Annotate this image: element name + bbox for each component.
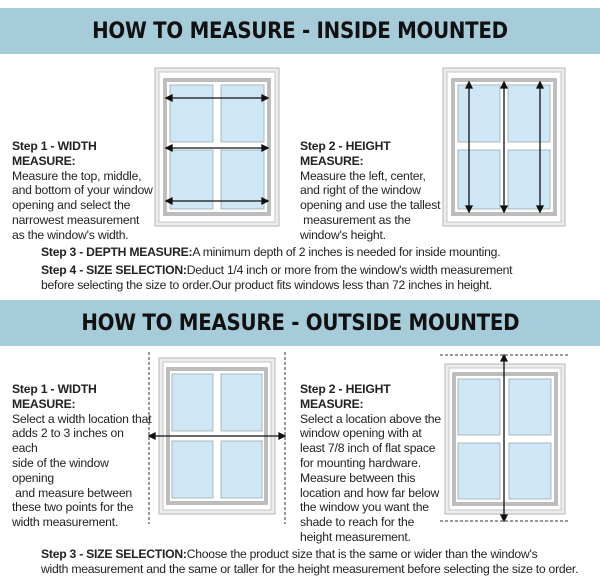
inside-mounted-title: HOW TO MEASURE - INSIDE MOUNTED xyxy=(92,18,508,44)
inside-step1 xyxy=(12,139,162,243)
inside-step2-text: Measure the left, center, and right of the window opening and use the tallest measurement as the window's height. xyxy=(300,168,441,242)
inside-mounted-banner xyxy=(0,8,600,54)
outside-step1-label: Step 1 - WIDTH MEASURE: xyxy=(12,382,97,411)
inside-width-window-illustration xyxy=(155,68,279,226)
outside-step3-text: Choose the product size that is the same or wider than the window's xyxy=(186,547,538,561)
outside-step3-label: Step 3 - SIZE SELECTION: xyxy=(41,547,187,561)
outside-step2-text: Select a location above the window opening with at least 7/8 inch of flat space for mounting hardware. Measure between this location and how far below the window you want the shade to reach for the height measurement. xyxy=(300,411,441,544)
inside-step3-text: A minimum depth of 2 inches is needed for inside mounting. xyxy=(192,245,501,259)
inside-step3 xyxy=(41,245,561,261)
inside-step2 xyxy=(300,139,450,243)
inside-step4 xyxy=(41,263,561,279)
inside-step1-text: Measure the top, middle, and bottom of your window opening and select the narrowest measurement as the window's width. xyxy=(12,168,153,242)
outside-step1 xyxy=(12,382,152,530)
outside-step3-continued: width measurement and the same or taller for the height measurement before selecting the size to order. xyxy=(41,562,579,576)
inside-step1-label: Step 1 - WIDTH MEASURE: xyxy=(12,139,97,168)
outside-step3 xyxy=(41,547,561,563)
outside-step2 xyxy=(300,382,445,545)
inside-step3-label: Step 3 - DEPTH MEASURE: xyxy=(41,245,193,259)
outside-height-window-illustration xyxy=(440,352,570,524)
outside-width-window-illustration xyxy=(146,352,288,524)
outside-mounted-banner xyxy=(0,300,600,346)
outside-step2-label: Step 2 - HEIGHT MEASURE: xyxy=(300,382,391,411)
inside-step2-label: Step 2 - HEIGHT MEASURE: xyxy=(300,139,391,168)
outside-step1-text: Select a width location that adds 2 to 3 inches on each side of the window opening and measure between these two points for the width measurement. xyxy=(12,411,152,530)
inside-step4-continued: before selecting the size to order.Our product fits windows less than 72 inches in height. xyxy=(41,278,493,292)
inside-step4-text: Deduct 1/4 inch or more from the window's width measurement xyxy=(186,263,513,277)
inside-height-window-illustration xyxy=(443,68,565,226)
inside-step4-label: Step 4 - SIZE SELECTION: xyxy=(41,263,187,277)
outside-mounted-title: HOW TO MEASURE - OUTSIDE MOUNTED xyxy=(81,310,519,336)
